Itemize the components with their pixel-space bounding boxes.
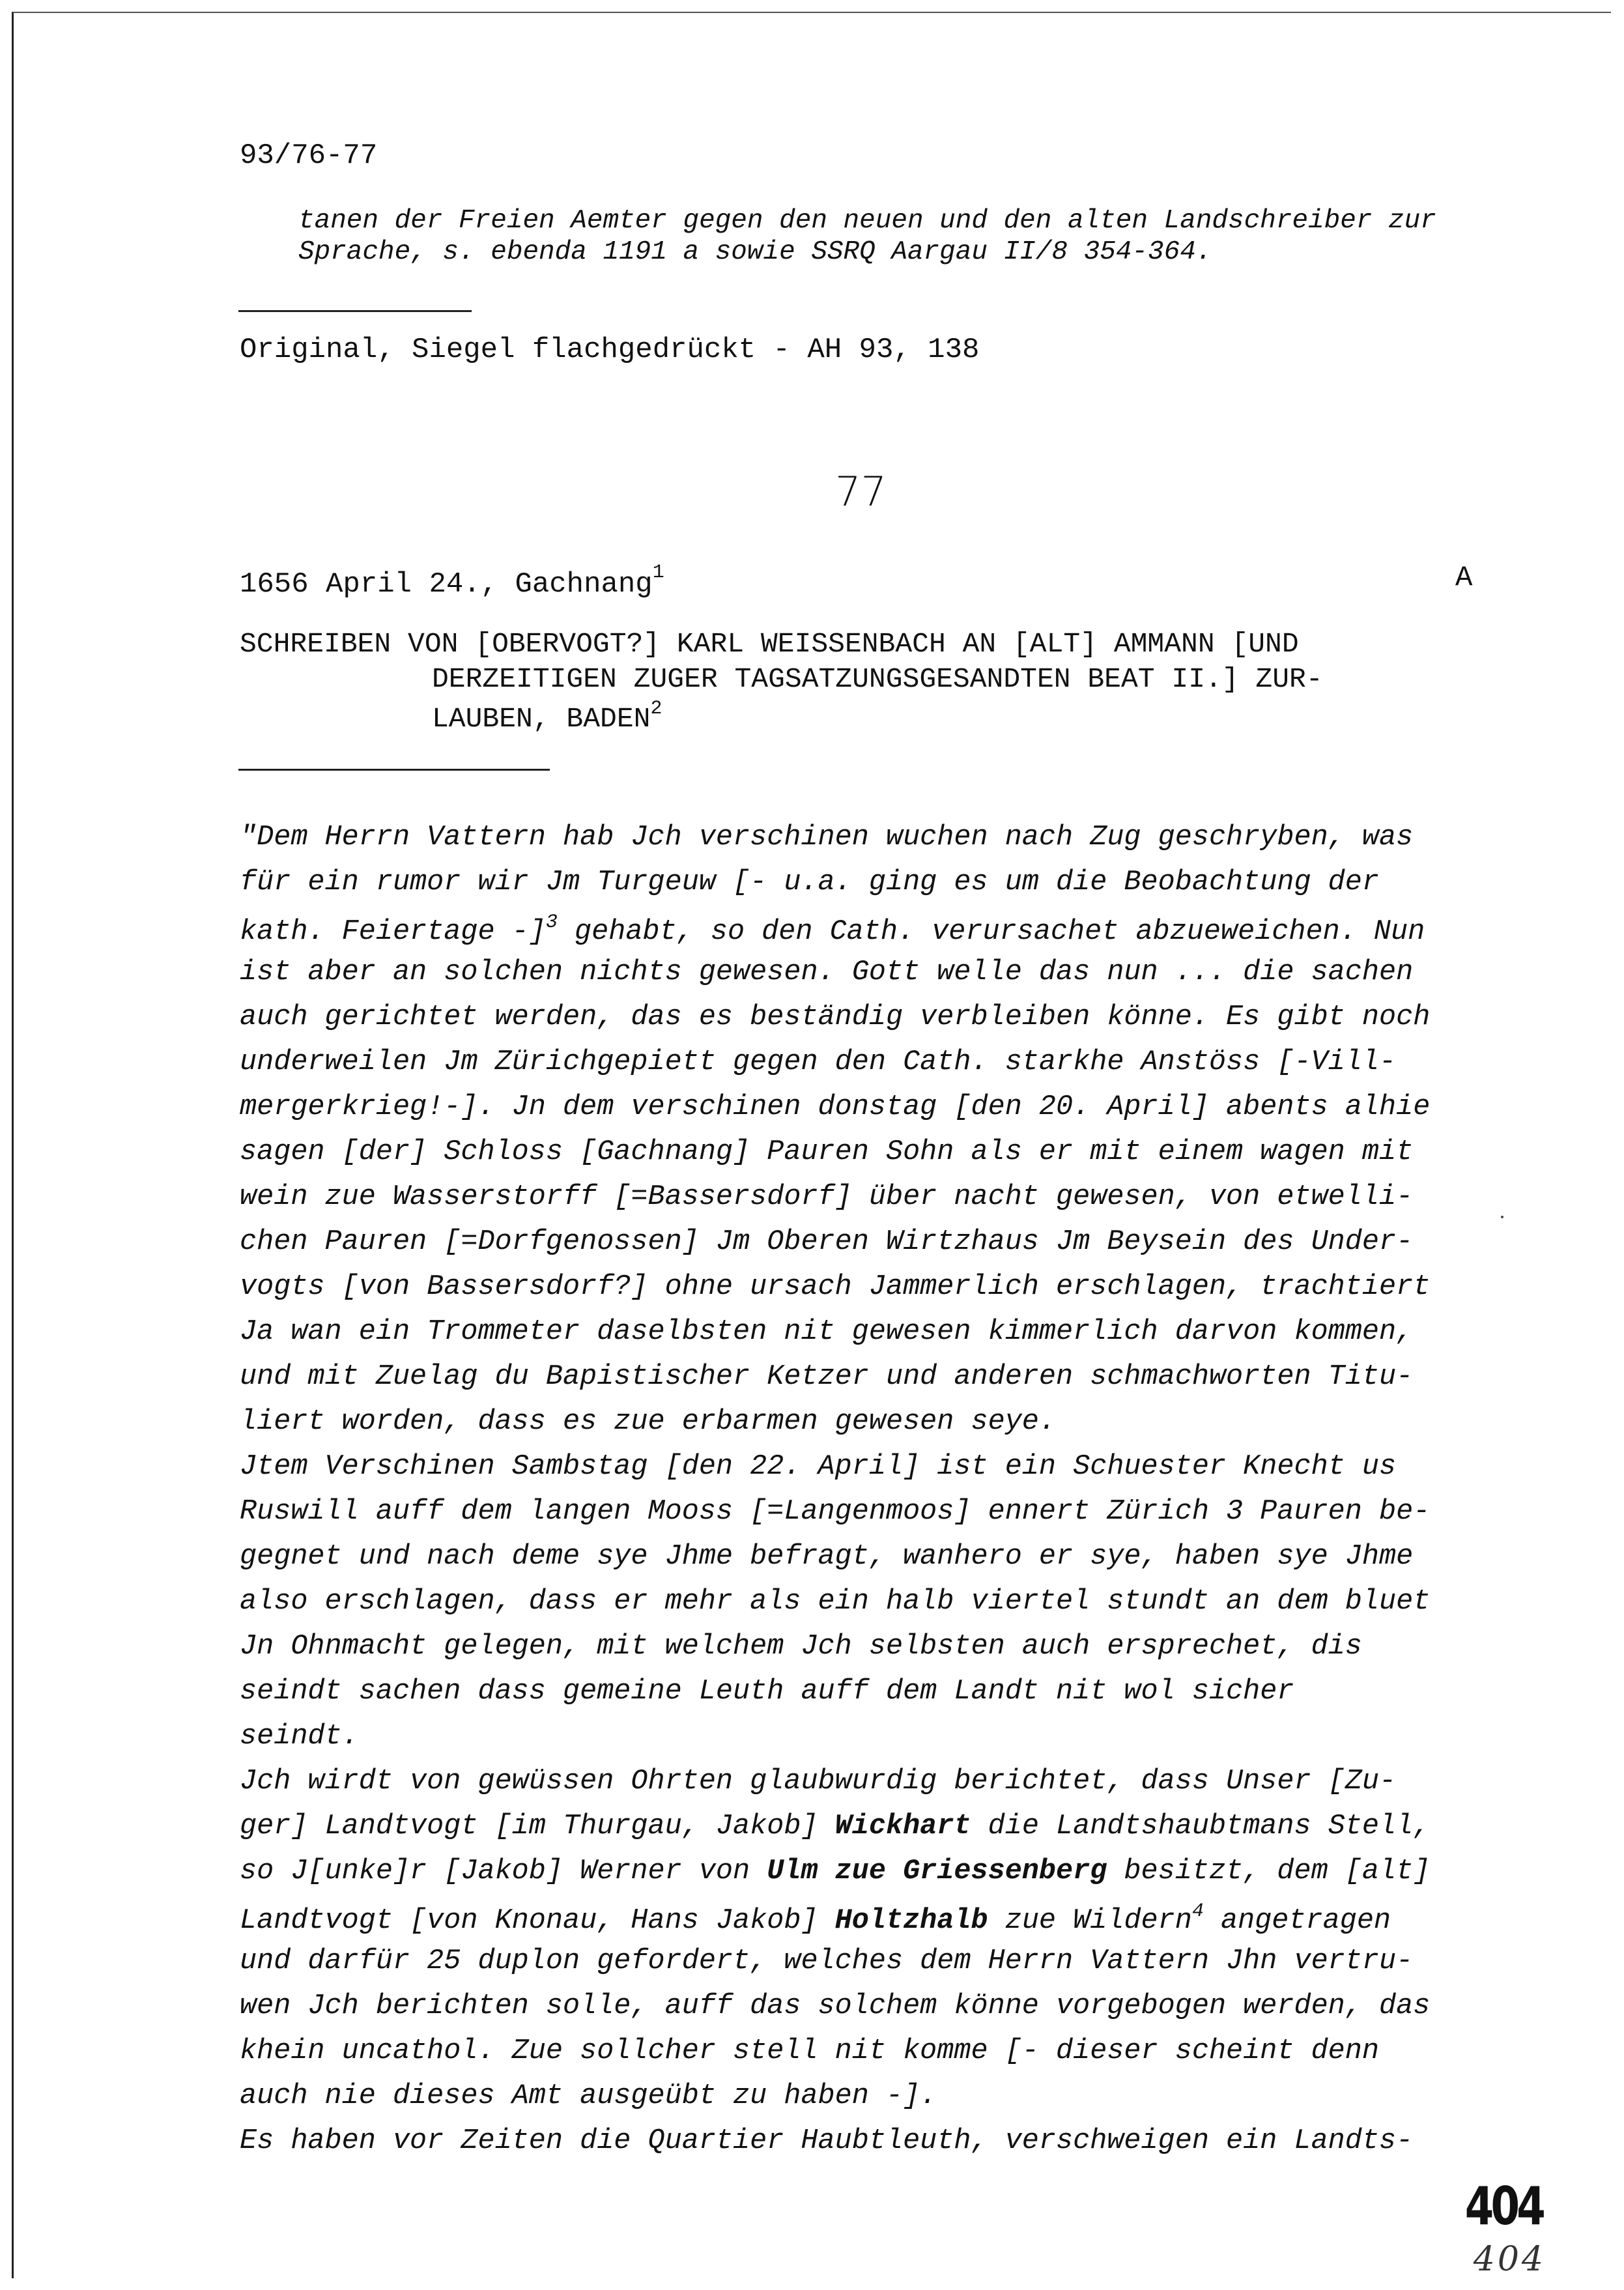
document-number: 77 [835, 468, 887, 515]
body-line: Jn Ohnmacht gelegen, mit welchem Jch selbsten auch ersprechet, dis [240, 1631, 1362, 1663]
dateline [240, 562, 664, 601]
body-line: Ruswill auff dem langen Mooss [=Langenmoos] ennert Zürich 3 Pauren be- [240, 1496, 1431, 1528]
bold-name: Wickhart [834, 1811, 971, 1842]
page-number-stamp: 404 [1464, 2176, 1543, 2237]
dateline-text: 1656 April 24., Gachnang [240, 568, 653, 601]
body-line [240, 1900, 1391, 1937]
footnote-ref-3: 3 [545, 911, 558, 934]
body-line: chen Pauren [=Dorfgenossen] Jm Oberen Wirtzhaus Jm Beysein des Under- [240, 1226, 1414, 1258]
body-line: wein zue Wasserstorff [=Bassersdorf] über nacht gewesen, von etwelli- [240, 1181, 1414, 1213]
source-line: Original, Siegel flachgedrückt - AH 93, 138 [240, 334, 980, 366]
page-reference: 93/76-77 [240, 139, 378, 172]
body-line: vogts [von Bassersdorf?] ohne ursach Jammerlich erschlagen, trachtiert [240, 1271, 1431, 1303]
page-number-handwritten: 404 [1473, 2240, 1546, 2279]
body-text: angetragen [1203, 1905, 1391, 1937]
body-line: Ja wan ein Trommeter daselbsten nit gewesen kimmerlich darvon kommen, [240, 1316, 1414, 1348]
body-text: ger] Landtvogt [im Thurgau, Jakob] [240, 1811, 835, 1842]
body-line: seindt sachen dass gemeine Leuth auff dem Landt nit wol sicher [240, 1676, 1294, 1708]
bold-name: Holtzhalb [834, 1905, 988, 1937]
body-text: die Landtshaubtmans Stell, [971, 1811, 1431, 1842]
version-marker: A [1455, 562, 1473, 594]
bold-name: Ulm zue Griessenberg [767, 1855, 1107, 1887]
footnote-ref-2: 2 [650, 698, 662, 720]
body-text: Landtvogt [von Knonau, Hans Jakob] [240, 1905, 835, 1937]
note-separator-rule [238, 310, 472, 312]
body-line: "Dem Herrn Vattern hab Jch verschinen wuchen nach Zug geschryben, was [240, 822, 1414, 853]
body-text: besitzt, dem [alt] [1107, 1855, 1431, 1887]
title-separator-rule [238, 769, 550, 771]
footnote-ref-1: 1 [652, 562, 664, 584]
document-title-line-3 [432, 698, 662, 735]
body-line: auch nie dieses Amt ausgeübt zu haben -]. [240, 2080, 937, 2112]
body-line: Jtem Verschinen Sambstag [den 22. April] ist ein Schuester Knecht us [240, 1451, 1397, 1483]
body-line: also erschlagen, dass er mehr als ein halb viertel stundt an dem bluet [240, 1586, 1431, 1618]
body-line: ist aber an solchen nichts gewesen. Gott welle das nun ... die sachen [240, 956, 1414, 988]
body-line [240, 911, 1425, 948]
body-line [240, 1811, 1430, 1842]
body-line: Es haben vor Zeiten die Quartier Haubtleuth, verschweigen ein Landts- [240, 2125, 1414, 2157]
previous-note-line-2: Sprache, s. ebenda 1191 a sowie SSRQ Aargau II/8 354-364. [298, 237, 1212, 267]
body-line: gegnet und nach deme sye Jhme befragt, wanhero er sye, haben sye Jhme [240, 1541, 1414, 1573]
document-title-line-1: SCHREIBEN VON [OBERVOGT?] KARL WEISSENBACH AN [ALT] AMMANN [UND [240, 628, 1299, 660]
scan-speck [1501, 1216, 1503, 1218]
body-line: sagen [der] Schloss [Gachnang] Pauren Sohn als er mit einem wagen mit [240, 1136, 1414, 1168]
body-line: khein uncathol. Zue sollcher stell nit komme [- dieser scheint denn [240, 2035, 1379, 2067]
body-line [240, 1855, 1430, 1887]
previous-note-line-1: tanen der Freien Aemter gegen den neuen und den alten Landschreiber zur [298, 206, 1436, 236]
body-line: mergerkrieg!-]. Jn dem verschinen donstag [den 20. April] abents alhie [240, 1091, 1431, 1123]
body-line: seindt. [240, 1721, 359, 1753]
body-text: zue Wildern [988, 1905, 1192, 1937]
body-text: kath. Feiertage -] [240, 916, 546, 948]
document-title-line-2: DERZEITIGEN ZUGER TAGSATZUNGSGESANDTEN BEAT II.] ZUR- [432, 663, 1323, 695]
body-line: und mit Zuelag du Bapistischer Ketzer und anderen schmachworten Titu- [240, 1361, 1414, 1393]
body-line: auch gerichtet werden, das es beständig verbleiben könne. Es gibt noch [240, 1001, 1431, 1033]
body-text: so J[unke]r [Jakob] Werner von [240, 1855, 767, 1887]
body-line: liert worden, dass es zue erbarmen gewesen seye. [240, 1406, 1057, 1438]
footnote-ref-4: 4 [1191, 1900, 1204, 1923]
body-line: wen Jch berichten solle, auff das solchem könne vorgebogen werden, das [240, 1990, 1431, 2022]
body-line: Jch wirdt von gewüssen Ohrten glaubwurdig berichtet, dass Unser [Zu- [240, 1766, 1397, 1797]
body-line: underweilen Jm Zürichgepiett gegen den Cath. starkhe Anstöss [-Vill- [240, 1046, 1397, 1078]
body-line: für ein rumor wir Jm Turgeuw [- u.a. ging es um die Beobachtung der [240, 866, 1379, 898]
body-text: gehabt, so den Cath. verursachet abzueweichen. Nun [557, 916, 1425, 948]
body-line: und darfür 25 duplon gefordert, welches dem Herrn Vattern Jhn vertru- [240, 1945, 1414, 1977]
title-text: LAUBEN, BADEN [432, 703, 651, 735]
